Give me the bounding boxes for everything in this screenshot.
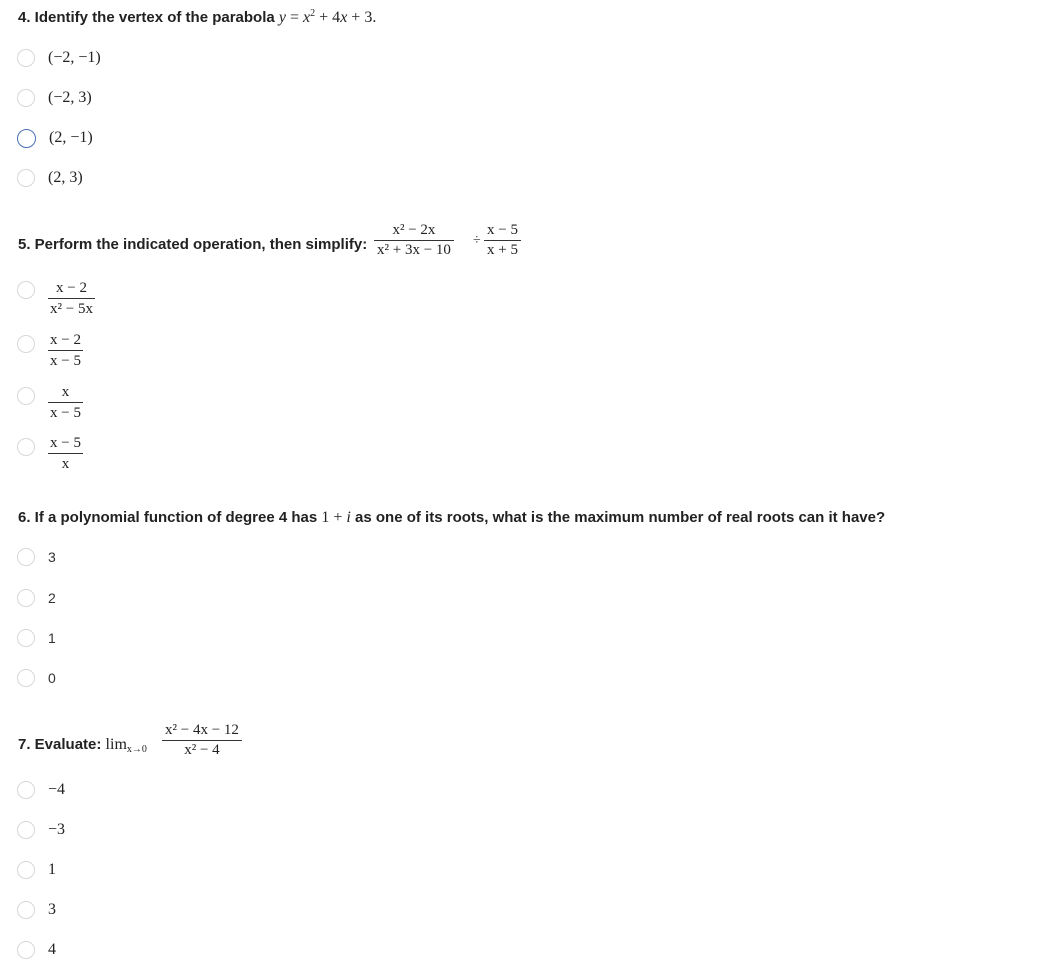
q5-option-1-denominator: x² − 5x [50,301,93,317]
q4-option-1-label: (−2, −1) [48,49,101,66]
q7-option-3[interactable] [17,858,56,882]
question-6-root: 1 + i [321,509,351,526]
question-6-text-end: as one of its roots, what is the maximum number of real roots can it have? [355,509,886,526]
q7-fraction-numerator: x² − 4x − 12 [165,722,239,738]
q5-option-3-denominator: x − 5 [50,405,81,421]
q5-option-3-numerator: x [61,384,70,400]
question-6-prompt [18,509,885,527]
q7-option-2-radio[interactable] [17,821,35,839]
q7-option-3-radio[interactable] [17,861,35,879]
question-7-lim-word: lim [105,736,127,753]
q6-option-2-radio[interactable] [17,589,35,607]
q4-option-4-label: (2, 3) [48,169,83,186]
q5-option-4-bar [48,453,83,454]
q5-option-4-numerator: x − 5 [50,435,81,451]
q6-option-1-label: 3 [48,549,56,565]
q4-option-3-label: (2, −1) [49,129,93,146]
q7-fraction [162,722,242,759]
q5-option-3[interactable] [17,384,35,408]
q7-option-1[interactable] [17,778,65,802]
q5-option-1[interactable] [17,278,35,302]
q7-option-4-label: 3 [48,901,56,918]
q5-option-4-radio[interactable] [17,438,35,456]
q5-fraction-1-numerator: x² − 2x [392,222,436,238]
question-7-lim-subscript: x→0 [126,744,147,755]
q4-option-2-radio[interactable] [17,89,35,107]
q7-option-5-radio[interactable] [17,941,35,959]
q7-option-2-label: −3 [48,821,66,838]
q5-option-1-radio[interactable] [17,281,35,299]
q5-fraction-1 [374,222,454,259]
question-4-text: 4. Identify the vertex of the parabola [18,9,275,26]
q5-fraction-2-denominator: x + 5 [487,242,518,258]
q5-option-1-bar [48,298,95,299]
q5-option-2-radio[interactable] [17,335,35,353]
question-4-equation: $y = x^2 + 4x + 3$. [278,8,377,26]
q7-option-4-radio[interactable] [17,901,35,919]
q5-option-3-radio[interactable] [17,387,35,405]
q5-option-2-bar [48,350,83,351]
q6-option-3-label: 1 [48,630,56,646]
q5-fraction-1-denominator: x² + 3x − 10 [377,242,451,258]
q5-fraction-2-numerator: x − 5 [487,222,518,238]
q5-option-2-numerator: x − 2 [50,332,81,348]
q5-option-2-denominator: x − 5 [50,353,81,369]
q4-option-3[interactable] [17,126,93,150]
q4-option-1-radio[interactable] [17,49,35,67]
q5-option-3-label [48,383,83,422]
question-4-prompt [18,9,376,27]
q6-option-2-label: 2 [48,590,56,606]
q4-option-4[interactable] [17,166,83,190]
q5-division-sign: ÷ [473,233,481,248]
q4-option-4-radio[interactable] [17,169,35,187]
q5-option-4[interactable] [17,435,35,459]
q5-option-2[interactable] [17,332,35,356]
q6-option-4-label: 0 [48,670,56,686]
q6-option-1[interactable] [17,545,56,569]
question-7-limit [106,736,147,753]
question-5-prompt [18,236,367,253]
q5-fraction-2-bar [484,240,521,241]
q5-option-4-denominator: x [61,456,70,472]
question-7-text: 7. Evaluate: [18,736,102,753]
q6-option-4[interactable] [17,666,56,690]
q4-option-2[interactable] [17,86,92,110]
q6-option-3[interactable] [17,626,56,650]
q6-option-1-radio[interactable] [17,548,35,566]
q7-option-3-label: 1 [48,861,56,878]
q5-option-2-label [48,331,83,370]
q4-option-1[interactable] [17,46,101,70]
q5-fraction-1-bar [374,240,454,241]
q5-option-1-numerator: x − 2 [56,280,87,296]
question-6-text: 6. If a polynomial function of degree 4 has [18,509,318,526]
q5-option-1-label [48,279,95,318]
q5-option-3-bar [48,402,83,403]
q6-option-4-radio[interactable] [17,669,35,687]
q5-option-4-label [48,434,83,473]
q7-option-1-radio[interactable] [17,781,35,799]
q4-option-2-label: (−2, 3) [48,89,92,106]
q6-option-2[interactable] [17,586,56,610]
q7-fraction-denominator: x² − 4 [184,742,220,758]
q5-fraction-2 [484,222,521,259]
question-5-text: 5. Perform the indicated operation, then simplify: [18,236,368,253]
q7-option-1-label: −4 [48,781,66,798]
q7-option-4[interactable] [17,898,56,922]
q7-fraction-bar [162,740,242,741]
q4-option-3-radio[interactable] [17,129,36,148]
q7-option-2[interactable] [17,818,65,842]
q6-option-3-radio[interactable] [17,629,35,647]
q7-option-5[interactable] [17,938,56,962]
q7-option-5-label: 4 [48,941,56,958]
question-7-prompt [18,736,147,754]
